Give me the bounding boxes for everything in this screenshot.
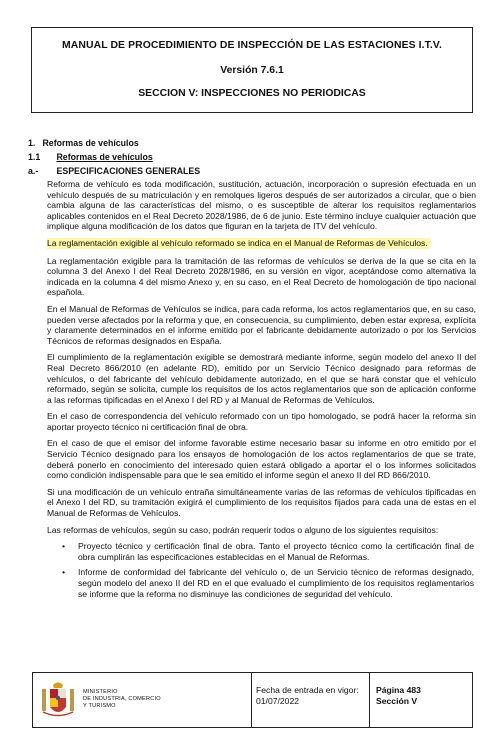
list-item (47, 567, 474, 599)
section-label: Sección V (376, 695, 418, 706)
coat-of-arms-icon (40, 679, 76, 721)
heading-text: Reformas de vehículos (42, 138, 139, 148)
paragraph: Las reformas de vehículos, según su caso, podrán requerir todos o alguno de los siguientes requisitos: (47, 524, 439, 535)
heading-text: ESPECIFICACIONES GENERALES (56, 166, 201, 176)
heading-text: Reformas de vehículos (56, 152, 153, 162)
effective-date-label: Fecha de entrada en vigor: (256, 685, 359, 695)
heading-number: a.- (28, 166, 39, 176)
bullet-icon: • (62, 567, 66, 578)
highlighted-paragraph: La reglamentación exigible al vehículo reformado se indica en el Manual de Reformas de Vehículos. (47, 237, 428, 248)
version-label: Versión 7.6.1 (220, 65, 284, 76)
heading-level-2 (28, 152, 476, 166)
list-item-text: Informe de conformidad del fabricante del vehículo o, de un Servicio técnico de reformas designado, según modelo del anexo II del RD en el que evaluado el cumplimiento de los requisitos reglamentarios se informe que la reforma no disminuye las condiciones de seguridad del vehículo. (78, 567, 474, 599)
requirements-list (47, 541, 476, 599)
effective-date-block (252, 673, 370, 727)
heading-level-3 (28, 166, 476, 179)
paragraph-definition: Reforma de vehículo es toda modificación, sustitución, actuación, incorporación o supresión efectuada en un vehículo después de su matriculación y en remolques ligeros después de ser autorizados a circular, que o bien cambia alguna de las características del mismo, o es susceptible de alterar los requisitos reglamentarios aplicables contenidos en el Real Decreto 2028/1986, de 6 de junio. Este término incluye cualquier actuación que implique alguna modificación de los datos que figuran en la tarjeta de ITV del vehículo. (47, 179, 476, 232)
manual-title: MANUAL DE PROCEDIMIENTO DE INSPECCIÓN DE LAS ESTACIONES I.T.V. (62, 40, 442, 51)
ministry-name: MINISTERIO DE INDUSTRIA, COMERCIO Y TURISMO (83, 689, 161, 709)
document-footer (32, 672, 473, 728)
document-body (28, 138, 476, 604)
section-title: SECCION V: INSPECCIONES NO PERIODICAS (138, 88, 366, 99)
page-info-block (370, 673, 472, 727)
paragraph: En el caso de correspondencia del vehículo reformado con un tipo homologado, se podrá hacer la reforma sin aportar proyecto técnico ni certificación final de obra. (47, 411, 476, 432)
list-item (47, 541, 474, 562)
heading-number: 1.1 (28, 152, 41, 162)
heading-level-1 (28, 138, 476, 152)
paragraph: El cumplimiento de la reglamentación exigible se demostrará mediante informe, según modelo del anexo II del Real Decreto 866/2010 (en adelante RD), emitido por un Servicio Técnico designado para reformas de vehículos, o del fabricante del vehículo debidamente autorizado, en el que se hará constar que el vehículo reformado, según se solicita, cumple los requisitos de los actos reglamentarios que son de aplicación conforme a las reformas tipificadas en el Anexo I del RD y al Manual de Reformas de Vehículos. (47, 352, 476, 405)
paragraph: En el Manual de Reformas de Vehículos se indica, para cada reforma, los actos reglamentarios que, en su caso, pueden verse afectados por la reforma y que, en consecuencia, su cumplimiento, deben estar expresa, explícita y claramente determinados en el informe emitido por el fabricante debidamente autorizado o por los Servicios Técnicos de reformas designados en España. (47, 303, 476, 346)
paragraph: La reglamentación exigible para la tramitación de las reformas de vehículos se deriva de la que se cita en la columna 3 del Anexo I del Real Decreto 2028/1986, en su versión en vigor, aceptándose como alternativa la indicada en la columna 4 del mismo Anexo y, en su caso, en el Real Decreto de homologación de tipo nacional española. (47, 255, 476, 298)
heading-number: 1. (28, 138, 36, 148)
bullet-icon: • (62, 541, 66, 552)
document-header (31, 27, 473, 113)
effective-date-value: 01/07/2022 (256, 695, 300, 706)
page-number: Página 483 (376, 685, 421, 695)
paragraph: En el caso de que el emisor del informe favorable estime necesario basar su informe en otro emitido por el Servicio Técnico designado para los ensayos de homologación de los actos reglamentarios de que se trate, deberá ponerlo en conocimiento del interesado quien estará obligado a aportar el o los informes solicitados como condición indispensable para que le sea emitido el informe según el anexo II del RD 866/2010. (47, 438, 476, 481)
ministry-block (33, 673, 252, 727)
paragraph: Si una modificación de un vehículo entraña simultáneamente varias de las reformas de vehículos tipificadas en el Anexo I del RD, su tramitación exigirá el cumplimiento de los requisitos fijados para cada una de estas en el Manual de Reformas de Vehículos. (47, 486, 476, 519)
list-item-text: Proyecto técnico y certificación final de obra. Tanto el proyecto técnico como la certificación final de obra cumplirán las especificaciones establecidas en el Manual de Reformas. (78, 541, 474, 562)
